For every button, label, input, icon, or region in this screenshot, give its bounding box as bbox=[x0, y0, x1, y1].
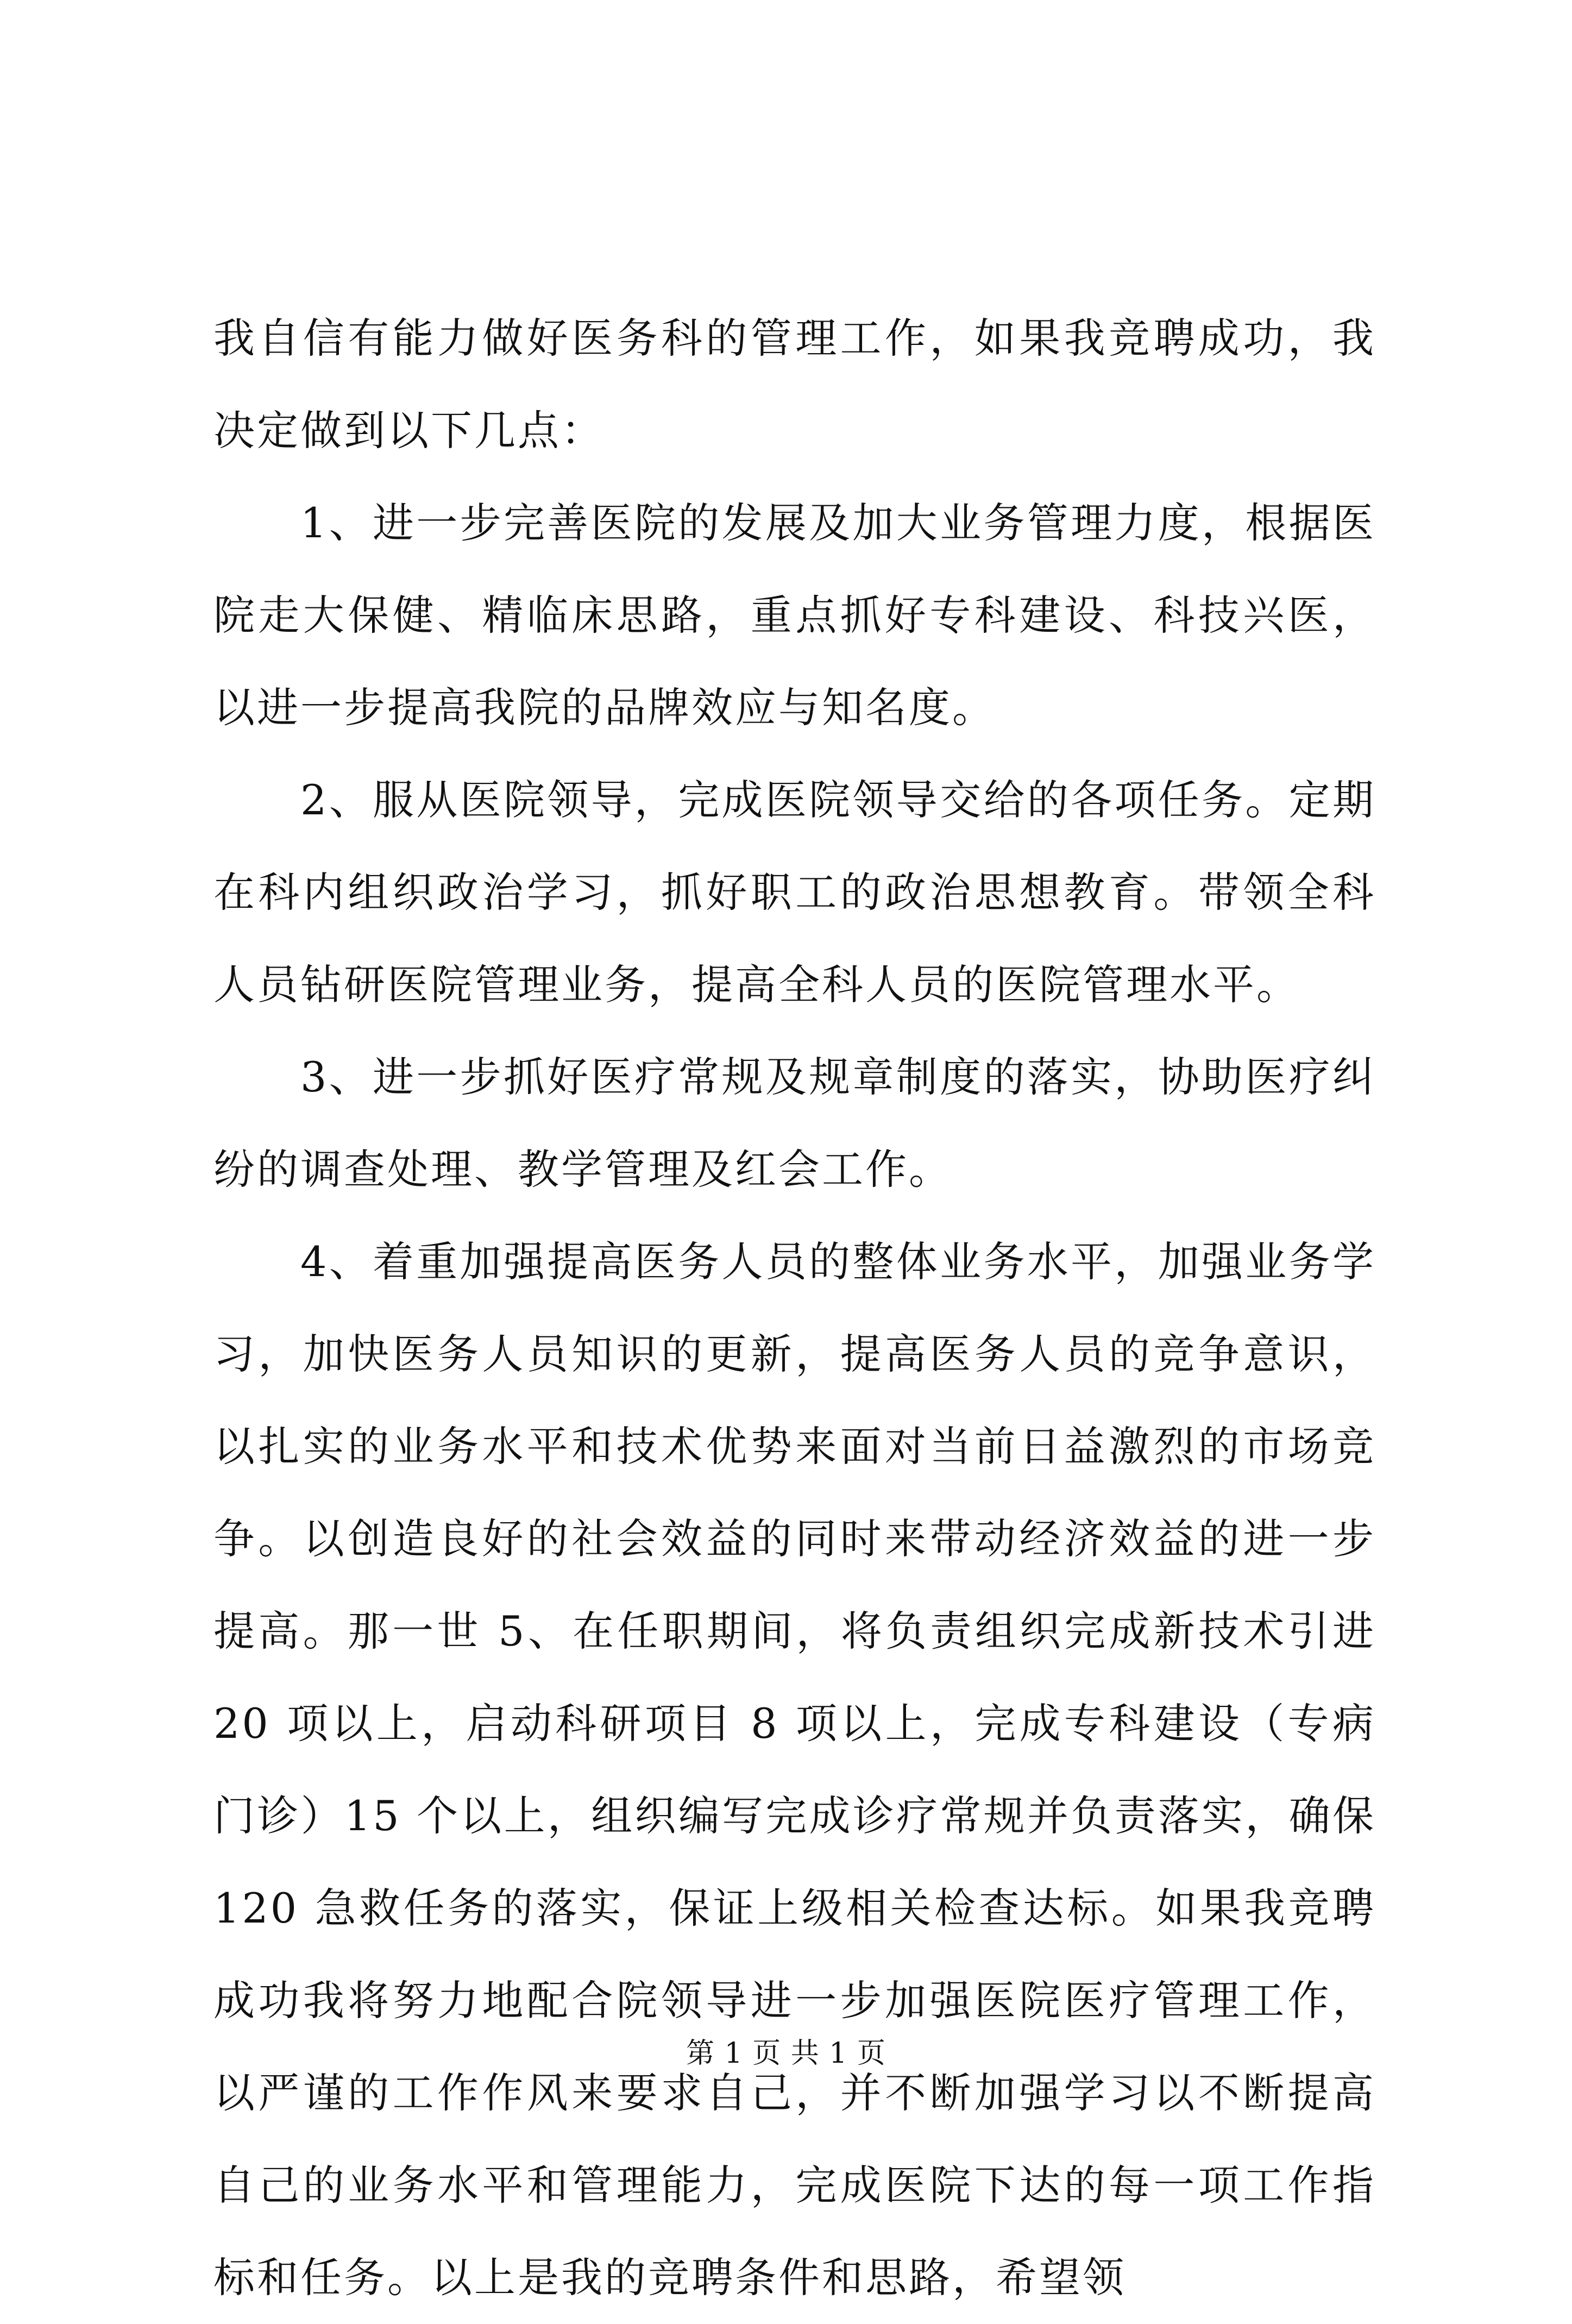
paragraph-intro: 我自信有能力做好医务科的管理工作，如果我竞聘成功，我决定做到以下几点： bbox=[213, 314, 1376, 455]
paragraph-item-1: 1、进一步完善医院的发展及加大业务管理力度，根据医院走大保健、精临床思路，重点抓好专科建设、科技兴医，以进一步提高我院的品牌效应与知名度。 bbox=[213, 499, 1376, 732]
paragraph-item-4: 4、着重加强提高医务人员的整体业务水平，加强业务学习，加快医务人员知识的更新，提高医务人员的竞争意识，以扎实的业务水平和技术优势来面对当前日益激烈的市场竞争。以创造良好的社会效益的同时来带动经济效益的进一步提高。那一世 5、在任职期间，将负责组织完成新技术引进 20 项以上，启动科研项目 8 项以上，完成专科建设（专病门诊）15 个以上，组织编写完成诊疗常规并负责落实，确保 120 急救任务的落实，保证上级相关检查达标。如果我竞聘成功我将努力地配合院领导进一步加强医院医疗管理工作，以严谨的工作作风来要求自己，并不断加强学习以不断提高自己的业务水平和管理能力，完成医院下达的每一项工作指标和任务。以上是我的竞聘条件和思路，希望领 bbox=[213, 1238, 1376, 2302]
body-text bbox=[213, 292, 1376, 2324]
paragraph-item-3: 3、进一步抓好医疗常规及规章制度的落实，协助医疗纠纷的调查处理、教学管理及红会工作。 bbox=[213, 1053, 1376, 1194]
paragraph-item-2: 2、服从医院领导，完成医院领导交给的各项任务。定期在科内组织政治学习，抓好职工的政治思想教育。带领全科人员钻研医院管理业务，提高全科人员的医院管理水平。 bbox=[213, 776, 1376, 1009]
page-footer: 第 1 页 共 1 页 bbox=[686, 2037, 886, 2070]
